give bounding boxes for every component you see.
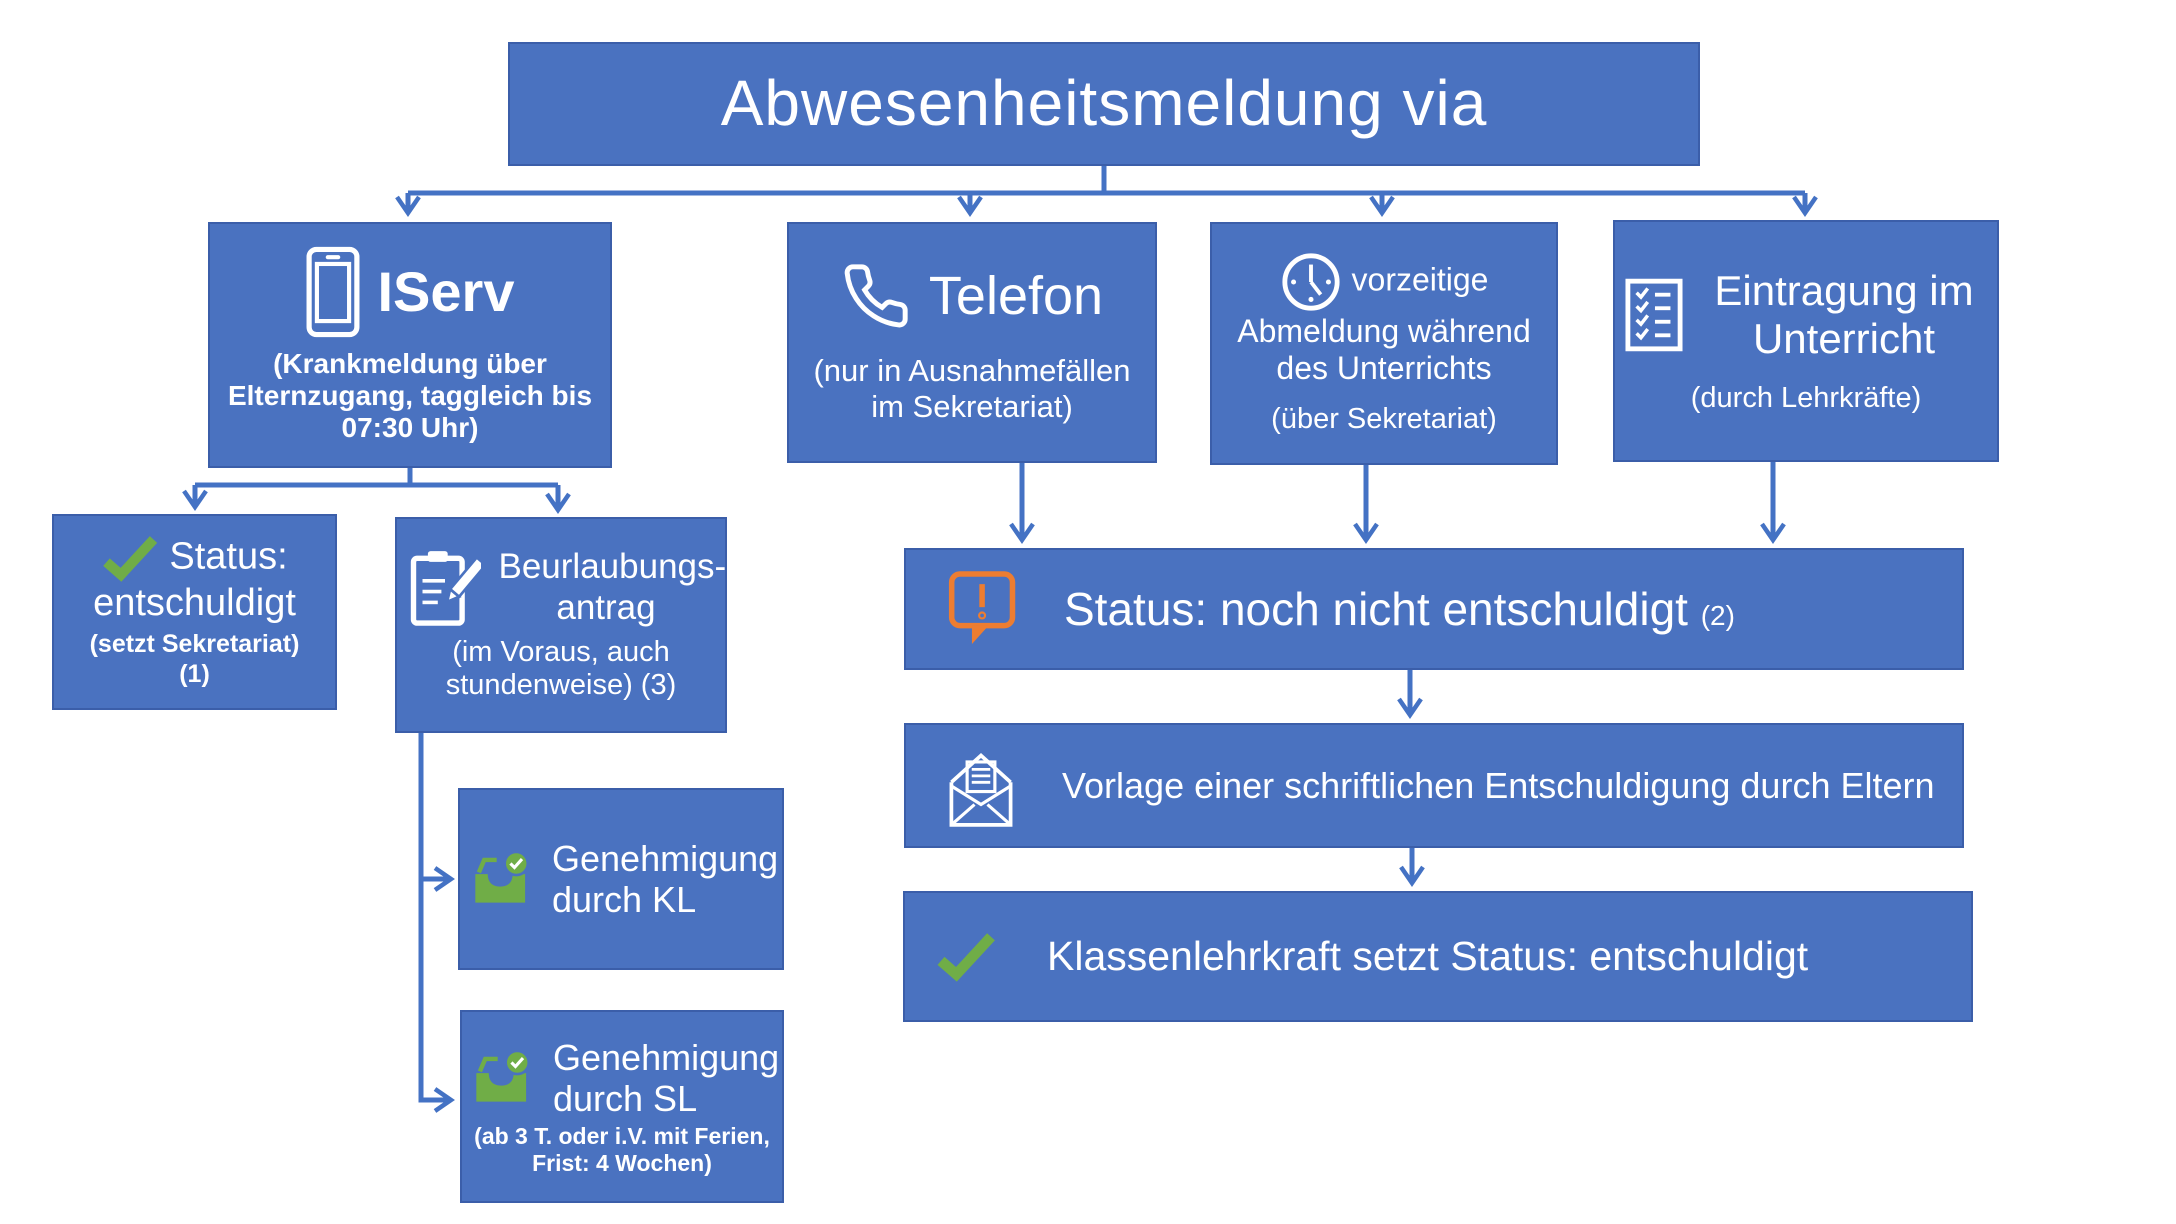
status-entschuldigt-subtitle: (setzt Sekretariat) — [89, 629, 300, 658]
klassenlehrkraft-label: Klassenlehrkraft setzt Status: entschuldigt — [1047, 932, 1809, 979]
green-check-icon — [101, 535, 159, 582]
beurlaubung-label: Beurlaubungs-antrag — [498, 547, 727, 627]
status-noch-nicht-label: Status: noch nicht entschuldigt — [1064, 582, 1688, 635]
beurlaubung-head — [409, 547, 727, 628]
node-status-noch-nicht-entschuldigt — [904, 548, 1964, 670]
eintragung-head — [1625, 267, 1987, 364]
node-vorlage-entschuldigung — [904, 723, 1964, 848]
smartphone-icon — [306, 246, 360, 338]
iserv-head — [306, 246, 515, 338]
iserv-label: IServ — [377, 259, 515, 323]
genehmigung-sl-head — [471, 1036, 780, 1120]
node-eintragung — [1613, 220, 1999, 462]
node-beurlaubungsantrag — [395, 517, 727, 733]
telefon-head — [841, 261, 1103, 331]
status-entschuldigt-title-row — [62, 535, 327, 626]
status-noch-nicht-note: (2) — [1700, 599, 1735, 631]
genehmigung-kl-label: Genehmigung durch KL — [552, 837, 779, 920]
page-title: Abwesenheitsmeldung via — [720, 67, 1488, 140]
genehmigung-kl-head — [470, 837, 779, 921]
node-klassenlehrkraft-setzt-status — [903, 891, 1973, 1022]
vorzeitige-title-row — [1216, 251, 1552, 387]
phone-icon — [841, 261, 911, 331]
inbox-approved-icon — [471, 1050, 535, 1107]
status-noch-nicht-row — [1064, 583, 1735, 636]
clipboard-pencil-icon — [409, 548, 481, 628]
node-genehmigung-kl — [458, 788, 784, 970]
node-vorzeitige-abmeldung — [1210, 222, 1558, 465]
status-entschuldigt-note: (1) — [179, 660, 210, 689]
node-telefon — [787, 222, 1157, 463]
open-envelope-icon — [944, 743, 1018, 829]
node-status-entschuldigt — [52, 514, 337, 710]
iserv-subtitle: (Krankmeldung über Elternzugang, taggleich bis 07:30 Uhr) — [227, 347, 593, 444]
node-genehmigung-sl — [460, 1010, 784, 1203]
status-entschuldigt-label: Status: entschuldigt — [93, 535, 296, 624]
green-check-icon — [935, 932, 997, 982]
vorzeitige-label: vorzeitige Abmeldung während des Unterrichts — [1237, 261, 1531, 386]
beurlaubung-subtitle: (im Voraus, auch stundenweise) (3) — [445, 635, 677, 702]
genehmigung-sl-label: Genehmigung durch SL — [553, 1036, 780, 1120]
eintragung-subtitle: (durch Lehrkräfte) — [1690, 381, 1922, 414]
inbox-approved-icon — [470, 851, 534, 908]
vorzeitige-subtitle: (über Sekretariat) — [1271, 402, 1497, 435]
telefon-label: Telefon — [928, 265, 1104, 326]
eintragung-label: Eintragung im Unterricht — [1714, 267, 1974, 363]
clock-icon — [1280, 251, 1342, 313]
genehmigung-sl-subtitle: (ab 3 T. oder i.V. mit Ferien, Frist: 4 Wochen) — [474, 1123, 770, 1176]
checklist-icon — [1625, 278, 1683, 352]
vorlage-label: Vorlage einer schriftlichen Entschuldigung durch Eltern — [1062, 764, 1935, 806]
telefon-subtitle: (nur in Ausnahmefällen im Sekretariat) — [813, 352, 1131, 424]
node-iserv — [208, 222, 612, 468]
alert-bubble-icon — [948, 570, 1018, 648]
node-title — [508, 42, 1700, 166]
